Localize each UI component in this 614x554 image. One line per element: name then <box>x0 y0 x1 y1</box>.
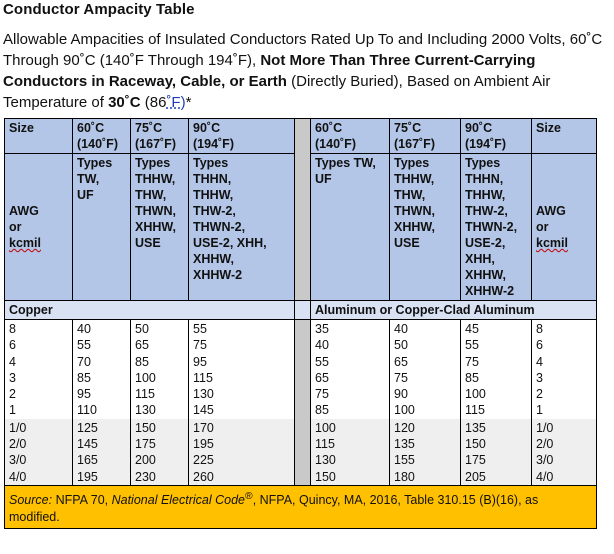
types-header <box>131 154 189 301</box>
cell-value: 110 <box>77 403 97 418</box>
cell-value: 85 <box>315 403 329 418</box>
cell-value: 145 <box>77 437 98 452</box>
cell-value: 115 <box>465 403 485 418</box>
header-text-line: 90˚C <box>193 121 221 135</box>
cell-value: 35 <box>315 322 329 336</box>
table-cell <box>532 320 597 419</box>
cell-value: 150 <box>465 437 486 452</box>
temp-header <box>311 119 390 154</box>
header-text-line: THW, <box>135 188 167 202</box>
header-text-line: 60˚C <box>315 121 343 135</box>
header-text-line: THHW, <box>135 172 176 186</box>
kcmil-label: kcmil <box>9 236 41 250</box>
table-cell <box>5 419 73 486</box>
header-text-line: 75˚C <box>135 121 163 135</box>
header-text-line: THWN-2, <box>465 220 518 234</box>
cell-value: 115 <box>135 387 155 402</box>
cell-value: 40 <box>394 322 408 336</box>
intro-link[interactable]: ˚F) <box>166 94 186 111</box>
awg-header <box>532 154 597 301</box>
header-text-line: Types TW, <box>315 156 376 170</box>
table-cell <box>189 320 295 419</box>
cell-value: 2 <box>536 387 543 402</box>
header-text-line: TW, <box>77 172 100 186</box>
header-text-line: XHHW-2 <box>465 284 515 298</box>
cell-value: 2/0 <box>9 437 27 452</box>
types-header <box>461 154 532 301</box>
cell-value: 85 <box>135 354 149 369</box>
cell-value: 55 <box>315 354 329 369</box>
cell-value: 260 <box>193 469 214 484</box>
header-text-line: THHN, <box>193 172 232 186</box>
cell-value: 100 <box>315 420 336 435</box>
table-cell <box>73 320 131 419</box>
temp-header <box>131 119 189 154</box>
table-cell <box>189 419 295 486</box>
or-label: or <box>536 220 549 234</box>
size-header: Size <box>5 119 73 154</box>
header-text-line: (194˚F) <box>193 137 234 151</box>
types-header <box>189 154 295 301</box>
cell-value: 205 <box>465 469 486 484</box>
cell-value: 75 <box>465 354 479 369</box>
cell-value: 175 <box>135 437 156 452</box>
cell-value: 135 <box>394 437 415 452</box>
temp-header <box>461 119 532 154</box>
intro-paragraph <box>3 29 609 113</box>
table-cell <box>73 419 131 486</box>
cell-value: 65 <box>315 370 329 385</box>
cell-value: 1 <box>9 403 16 418</box>
source-note <box>5 485 597 528</box>
header-text-line: 90˚C <box>465 121 493 135</box>
cell-value: 4/0 <box>9 469 27 484</box>
table-cell <box>131 419 189 486</box>
header-text-line: XHHW-2 <box>193 268 243 282</box>
column-divider <box>295 119 311 301</box>
intro-text-2: (Directly Buried), Based on Ambient Air Temperature of <box>3 73 551 111</box>
cell-value: 90 <box>394 387 408 402</box>
section-aluminum: Aluminum or Copper-Clad Aluminum <box>311 301 597 320</box>
size-header: Size <box>532 119 597 154</box>
cell-value: 95 <box>77 387 91 402</box>
section-copper: Copper <box>5 301 295 320</box>
cell-value: 130 <box>315 453 336 468</box>
ampacity-table <box>4 118 597 529</box>
table-row-group <box>5 320 597 419</box>
table-cell <box>461 419 532 486</box>
column-divider <box>295 301 311 320</box>
column-divider <box>295 320 311 419</box>
cell-value: 1/0 <box>536 420 554 435</box>
intro-bold-1: Not More Than Three Current-Carrying Conductors in Raceway, Cable, or Earth <box>3 52 536 90</box>
cell-value: 95 <box>193 354 207 369</box>
cell-value: 3 <box>536 370 543 385</box>
cell-value: 65 <box>394 354 408 369</box>
cell-value: 150 <box>315 469 336 484</box>
header-text-line: THHW, <box>394 172 435 186</box>
cell-value: 195 <box>77 469 98 484</box>
cell-value: 165 <box>77 453 98 468</box>
header-text-line: Types <box>193 156 229 170</box>
cell-value: 125 <box>77 420 98 435</box>
cell-value: 115 <box>193 370 213 385</box>
header-text-line: (167˚F) <box>135 137 176 151</box>
cell-value: 225 <box>193 453 214 468</box>
or-label: or <box>9 220 22 234</box>
temp-header <box>390 119 461 154</box>
header-text-line: THWN, <box>394 204 435 218</box>
header-text-line: UF <box>77 188 94 202</box>
header-text-line: XHHW, <box>135 220 176 234</box>
cell-value: 50 <box>394 338 408 353</box>
header-text-line: USE <box>394 236 420 250</box>
cell-value: 40 <box>77 322 91 336</box>
table-cell <box>532 419 597 486</box>
cell-value: 55 <box>193 322 207 336</box>
cell-value: 55 <box>465 338 479 353</box>
cell-value: 170 <box>193 420 214 435</box>
table-cell <box>311 419 390 486</box>
cell-value: 195 <box>193 437 214 452</box>
cell-value: 3/0 <box>9 453 27 468</box>
cell-value: 2 <box>9 387 16 402</box>
temp-header <box>189 119 295 154</box>
header-text-line: XHHW, <box>394 220 435 234</box>
table-cell <box>390 419 461 486</box>
cell-value: 45 <box>465 322 479 336</box>
cell-value: 130 <box>135 403 156 418</box>
cell-value: 8 <box>9 322 16 336</box>
header-text-line: THW, <box>394 188 426 202</box>
table-cell <box>311 320 390 419</box>
header-text-line: THHN, <box>465 172 504 186</box>
page-title: Conductor Ampacity Table <box>3 1 195 18</box>
temp-header <box>73 119 131 154</box>
cell-value: 6 <box>9 338 16 353</box>
table-row-group <box>5 419 597 486</box>
header-text-line: THWN-2, <box>193 220 246 234</box>
header-text-line: (167˚F) <box>394 137 435 151</box>
cell-value: 85 <box>77 370 91 385</box>
cell-value: 180 <box>394 469 415 484</box>
header-text-line: USE-2, XHH, <box>193 236 267 250</box>
awg-label: AWG <box>536 204 566 218</box>
source-code-title: National Electrical Code <box>111 493 246 508</box>
cell-value: 155 <box>394 453 415 468</box>
header-text-line: USE-2, <box>465 236 506 250</box>
header-text-line: XHHW, <box>193 252 234 266</box>
intro-bold-2: 30˚C <box>108 94 141 111</box>
cell-value: 75 <box>394 370 408 385</box>
cell-value: 65 <box>135 338 149 353</box>
types-header <box>73 154 131 301</box>
cell-value: 200 <box>135 453 156 468</box>
cell-value: 3/0 <box>536 453 554 468</box>
cell-value: 70 <box>77 354 91 369</box>
header-text-line: THW-2, <box>193 204 236 218</box>
header-text-line: (140˚F) <box>315 137 356 151</box>
column-divider <box>295 419 311 486</box>
table-cell <box>461 320 532 419</box>
header-text-line: (194˚F) <box>465 137 506 151</box>
source-text: NFPA 70, <box>52 493 112 508</box>
cell-value: 4 <box>536 354 543 369</box>
cell-value: 150 <box>135 420 156 435</box>
cell-value: 8 <box>536 322 543 336</box>
header-text-line: Types <box>135 156 171 170</box>
cell-value: 115 <box>315 437 335 452</box>
header-text-line: XHHW, <box>465 268 506 282</box>
header-text-line: XHH, <box>465 252 495 266</box>
header-text-line: Types <box>465 156 501 170</box>
cell-value: 40 <box>315 338 329 353</box>
header-text-line: THHW, <box>465 188 506 202</box>
cell-value: 50 <box>135 322 149 336</box>
cell-value: 100 <box>135 370 156 385</box>
header-text-line: Types <box>77 156 113 170</box>
cell-value: 2/0 <box>536 437 554 452</box>
header-text-line: 60˚C <box>77 121 105 135</box>
types-header <box>311 154 390 301</box>
cell-value: 85 <box>465 370 479 385</box>
cell-value: 1/0 <box>9 420 27 435</box>
cell-value: 135 <box>465 420 486 435</box>
cell-value: 4/0 <box>536 469 554 484</box>
source-text: , NFPA, Quincy, MA, 2016, Table 310.15 (B)(16), as modified. <box>9 493 539 525</box>
types-header <box>390 154 461 301</box>
cell-value: 4 <box>9 354 16 369</box>
header-text-line: THW-2, <box>465 204 508 218</box>
cell-value: 145 <box>193 403 214 418</box>
cell-value: 3 <box>9 370 16 385</box>
cell-value: 55 <box>77 338 91 353</box>
cell-value: 130 <box>193 387 214 402</box>
awg-header <box>5 154 73 301</box>
header-text-line: (140˚F) <box>77 137 118 151</box>
header-text-line: UF <box>315 172 332 186</box>
registered-mark: ® <box>245 490 253 502</box>
kcmil-label: kcmil <box>536 236 568 250</box>
header-text-line: Types <box>394 156 430 170</box>
cell-value: 6 <box>536 338 543 353</box>
intro-text-3: (86 <box>140 94 167 111</box>
header-text-line: THHW, <box>193 188 234 202</box>
cell-value: 75 <box>193 338 207 353</box>
cell-value: 230 <box>135 469 156 484</box>
cell-value: 100 <box>394 403 415 418</box>
header-text-line: USE <box>135 236 161 250</box>
awg-label: AWG <box>9 204 39 218</box>
table-cell <box>390 320 461 419</box>
table-cell <box>5 320 73 419</box>
cell-value: 120 <box>394 420 415 435</box>
source-label: Source: <box>9 493 53 508</box>
cell-value: 175 <box>465 453 486 468</box>
cell-value: 75 <box>315 387 329 402</box>
cell-value: 100 <box>465 387 486 402</box>
header-text-line: 75˚C <box>394 121 422 135</box>
intro-text-4: * <box>185 94 192 111</box>
header-text-line: THWN, <box>135 204 176 218</box>
cell-value: 1 <box>536 403 543 418</box>
intro-text-1: Allowable Ampacities of Insulated Conductors Rated Up To and Including 2000 Volts, 60˚C Through 90˚C (140˚F Through 194˚F), <box>3 31 603 69</box>
table-cell <box>131 320 189 419</box>
